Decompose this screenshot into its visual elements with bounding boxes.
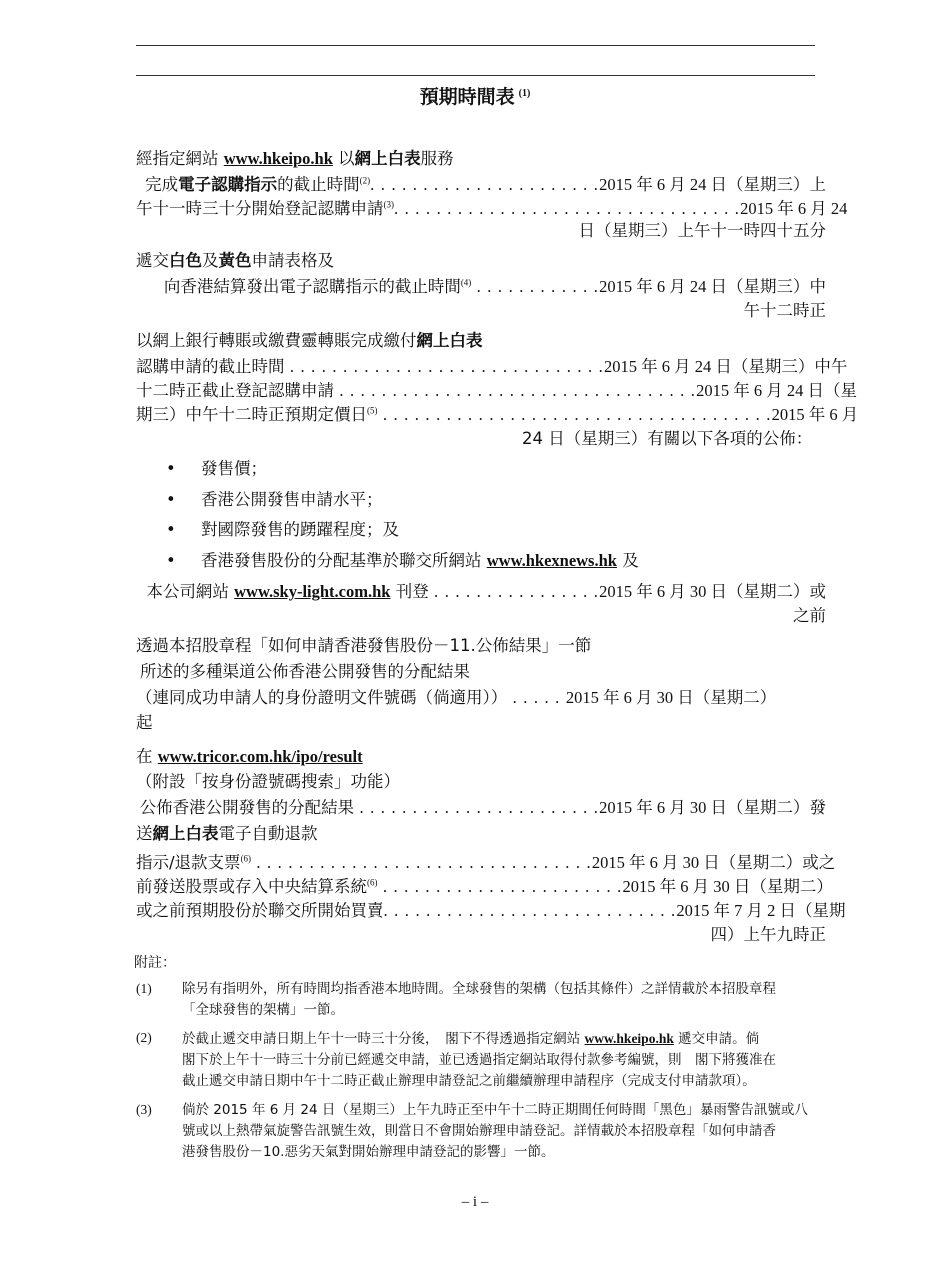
list-item: 香港公開發售申請水平； <box>201 490 383 509</box>
timetable-row: 期三）中午十二時正預期定價日$^{(5)}$ . . . . . . . . . . . . . . . . . . . . . . . . . . . . . . . . . . . . .2015 年 6 月 <box>136 405 859 424</box>
timetable-row-cont: 日（星期三）上午十一時四十五分 <box>578 221 826 240</box>
header-rule-top <box>136 45 815 46</box>
note-text: 倘於 2015 年 6 月 24 日（星期三）上午九時正至中午十二時正期間任何時間「黑色」暴雨警告訊號或八 號或以上熱帶氣旋警告訊號生效，則當日不會開始辦理申請登記。詳情載於本招股章程「如何申請香 港發售股份－10.惡劣天氣對開始辦理申請登記的影響」一節。 <box>182 1102 808 1160</box>
tricor-link[interactable]: www.tricor.com.hk/ipo/result <box>157 747 363 766</box>
note-text: 除另有指明外，所有時間均指香港本地時間。全球發售的架構（包括其條件）之詳情載於本招股章程 「全球發售的架構」一節。 <box>182 981 776 1018</box>
timetable-row-cont: 之前 <box>793 606 826 625</box>
bullet-marker: • <box>166 490 176 509</box>
notes-heading: 附註： <box>134 955 176 971</box>
timetable-row: 指示∕退款支票$^{(6)}$ . . . . . . . . . . . . . . . . . . . . . . . . . . . . . . . .2015 年 6 月 30 日（星期二）或之 <box>136 853 836 872</box>
timetable-row: （附設「按身份證號碼搜索」功能） <box>136 772 400 791</box>
header-rule-bottom <box>136 75 815 76</box>
timetable-row: 公佈香港公開發售的分配結果 . . . . . . . . . . . . . . . . . . . . . . .2015 年 6 月 30 日（星期二）發 <box>139 798 826 817</box>
section-hkeipo-heading: 經指定網站 www.hkeipo.hk 以網上白表服務 <box>136 149 454 168</box>
timetable-row-cont: 24 日（星期三）有關以下各項的公佈： <box>522 429 813 448</box>
bullet-marker: • <box>166 459 176 478</box>
hkeipo-link[interactable]: www.hkeipo.hk <box>223 149 333 168</box>
timetable-row: 向香港結算發出電子認購指示的截止時間$^{(4)}$ . . . . . . . . . . . .2015 年 6 月 24 日（星期三）中 <box>163 277 826 296</box>
title-footnote-ref: (1) <box>518 87 531 99</box>
note-number: (1) <box>136 981 152 996</box>
sky-light-link[interactable]: www.sky-light.com.hk <box>234 582 391 601</box>
bullet-marker: • <box>166 551 176 570</box>
section-results-heading: 透過本招股章程「如何申請香港發售股份－11.公佈結果」一節 <box>136 636 592 655</box>
timetable-row: 十二時正截止登記認購申請 . . . . . . . . . . . . . . . . . . . . . . . . . . . . . . . . . .2015 年 6 月 24 日（星 <box>136 381 857 400</box>
page-title: 預期時間表 $^{(1)}$ <box>419 86 531 108</box>
hkexnews-link[interactable]: www.hkexnews.hk <box>486 551 617 570</box>
list-item: 對國際發售的踴躍程度；及 <box>201 520 399 539</box>
section-payment-heading: 以網上銀行轉賬或繳費靈轉賬完成繳付網上白表 <box>136 331 483 350</box>
timetable-row: 認購申請的截止時間 . . . . . . . . . . . . . . . . . . . . . . . . . . . . . .2015 年 6 月 24 日（星期三）中午 <box>136 357 848 376</box>
section-tricor-heading: 在 www.tricor.com.hk/ipo/result <box>136 747 363 766</box>
list-item: 香港發售股份的分配基準於聯交所網站 www.hkexnews.hk 及 <box>201 551 639 570</box>
note-number: (2) <box>136 1030 152 1045</box>
timetable-row: 前發送股票或存入中央結算系統$^{(6)}$ . . . . . . . . . . . . . . . . . . . . . . .2015 年 6 月 30 日（星期二） <box>136 877 833 896</box>
timetable-row-cont: 四）上午九時正 <box>710 925 826 944</box>
list-item: 發售價； <box>201 459 267 478</box>
timetable-row: （連同成功申請人的身份證明文件號碼（倘適用）） . . . . . 2015 年 6 月 30 日（星期二） <box>136 688 777 707</box>
timetable-row: 或之前預期股份於聯交所開始買賣. . . . . . . . . . . . . . . . . . . . . . . . . . . .2015 年 7 月 2 日（星期 <box>136 901 846 920</box>
timetable-row-cont: 起 <box>136 713 153 732</box>
note-number: (3) <box>136 1102 152 1117</box>
timetable-row-cont: 午十二時正 <box>743 301 826 320</box>
timetable-row: 送網上白表電子自動退款 <box>136 824 318 843</box>
timetable-row: 所述的多種渠道公佈香港公開發售的分配結果 <box>140 662 470 681</box>
note-text: 於截止遞交申請日期上午十一時三十分後， 閣下不得透過指定網站 www.hkeipo.hk 遞交申請。倘 閣下於上午十一時三十分前已經遞交申請，並已透過指定網站取得付款參考編號，則 閣下將獲准在 截止遞交申請日期中午十二時正截止辦理申請登記之前繼續辦理申請程序（完成支付申請款項）。 <box>182 1031 776 1089</box>
note-hkeipo-link[interactable]: www.hkeipo.hk <box>584 1031 674 1046</box>
section-forms-heading: 遞交白色及黃色申請表格及 <box>136 251 334 270</box>
timetable-row: 完成電子認購指示的截止時間$^{(2)}$. . . . . . . . . . . . . . . . . . . . . .2015 年 6 月 24 日（星期三）上 <box>145 175 826 194</box>
timetable-row: 本公司網站 www.sky-light.com.hk 刊登 . . . . . . . . . . . . . . . .2015 年 6 月 30 日（星期二）或 <box>146 582 826 601</box>
timetable-row: 午十一時三十分開始登記認購申請$^{(3)}$. . . . . . . . . . . . . . . . . . . . . . . . . . . . . . . . .2015 年 6 月 24 <box>136 199 848 218</box>
bullet-marker: • <box>166 520 176 539</box>
page-number: – i – <box>461 1194 489 1210</box>
